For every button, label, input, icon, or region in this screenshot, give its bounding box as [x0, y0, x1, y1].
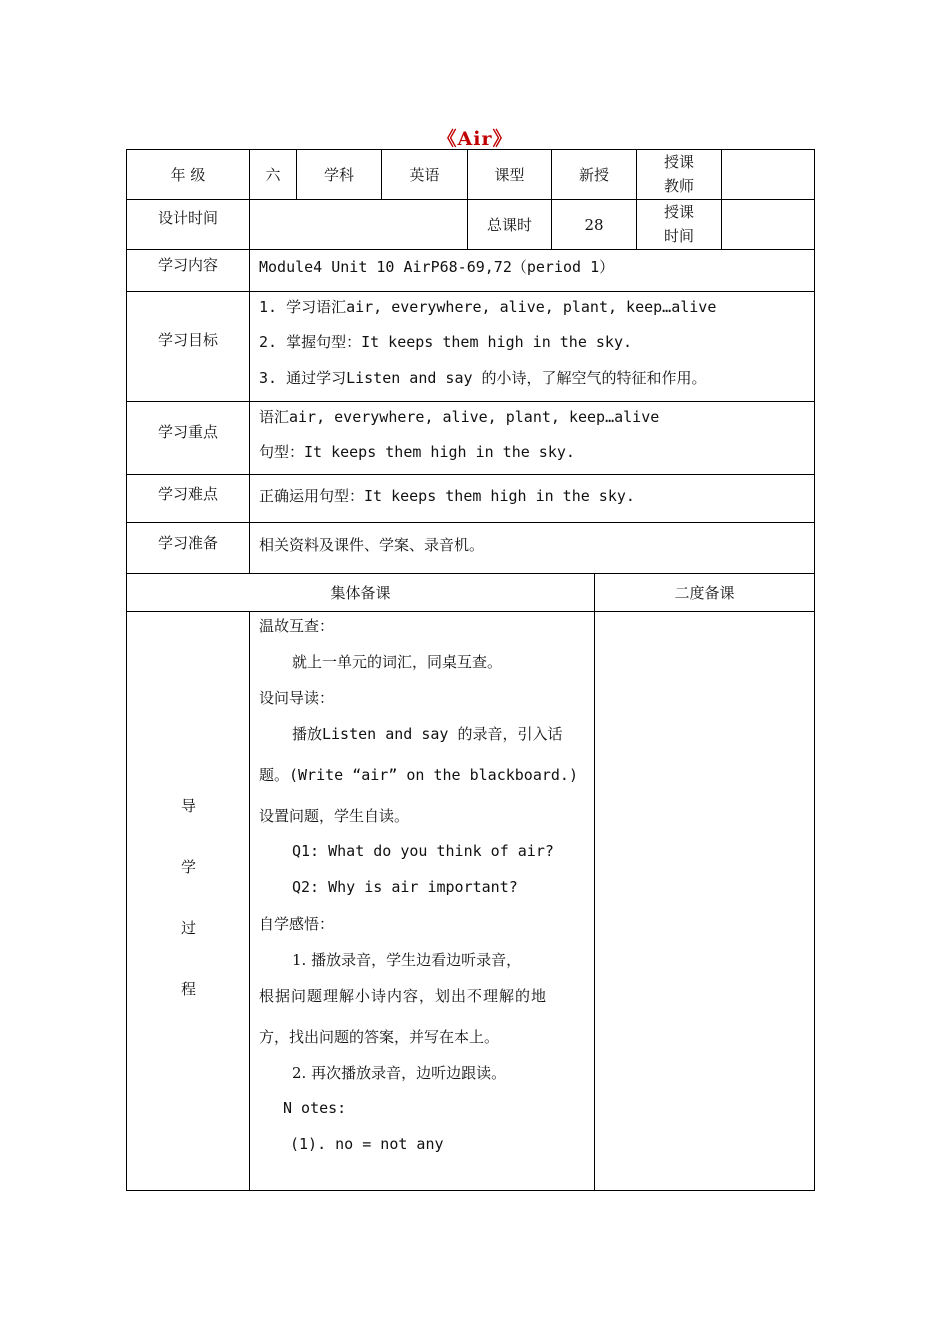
process-line: Q2: Why is air important? [292, 878, 518, 896]
teacher-label [637, 150, 721, 199]
lesson-type-label: 课型 [494, 165, 525, 184]
process-line: 1. 播放录音，学生边看边听录音， [292, 951, 522, 969]
process-line: 方，找出问题的答案，并写在本上。 [259, 1028, 500, 1046]
content-value: Module4 Unit 10 AirP68-69,72（period 1） [259, 258, 615, 276]
total-hours-label: 总课时 [486, 215, 532, 234]
key-point-item-1: 语汇air, everywhere, alive, plant, keep…alive [259, 408, 660, 426]
process-label-char-1: 导 [181, 797, 197, 815]
difficulties-label: 学习难点 [157, 485, 218, 503]
process-label-char-3: 过 [181, 919, 197, 937]
total-hours-value: 28 [584, 215, 604, 234]
content-label: 学习内容 [157, 256, 218, 274]
subject-label: 学科 [323, 165, 354, 184]
objective-item-2: 2. 掌握句型：It keeps them high in the sky. [259, 333, 633, 351]
process-line: 就上一单元的词汇，同桌互查。 [292, 653, 503, 671]
teach-time-label-line2: 时间 [663, 227, 694, 245]
document-title: 《Air》 [437, 128, 513, 150]
objective-item-3: 3. 通过学习Listen and say 的小诗，了解空气的特征和作用。 [259, 369, 707, 387]
objectives-label: 学习目标 [157, 331, 218, 349]
process-label-char-2: 学 [181, 858, 197, 876]
process-label-char-4: 程 [181, 980, 197, 998]
design-time-label: 设计时间 [157, 209, 218, 227]
process-line: (1). no = not any [290, 1135, 444, 1153]
process-line: 播放Listen and say 的录音，引入话 [292, 725, 563, 743]
teach-time-label [637, 200, 721, 249]
lesson-type-value: 新授 [578, 165, 609, 184]
objective-item-1: 1. 学习语汇air, everywhere, alive, plant, keep…alive [259, 298, 717, 316]
process-line: 题。(Write “air” on the blackboard.) [259, 766, 578, 784]
process-line: 设问导读： [259, 689, 335, 707]
difficulties-value: 正确运用句型：It keeps them high in the sky. [259, 487, 635, 505]
teacher-label-line2: 教师 [663, 177, 694, 195]
key-point-item-2: 句型：It keeps them high in the sky. [259, 443, 575, 461]
collective-prep-header: 集体备课 [330, 583, 391, 602]
grade-label: 年 级 [170, 165, 206, 184]
process-line: 根据问题理解小诗内容，划出不理解的地 [259, 987, 548, 1005]
grade-value: 六 [265, 165, 281, 184]
preparation-value: 相关资料及课件、学案、录音机。 [259, 536, 485, 554]
teacher-label-line1: 授课 [663, 153, 694, 171]
process-line: 温故互查： [259, 617, 335, 635]
teach-time-label-line1: 授课 [663, 203, 694, 221]
subject-value: 英语 [409, 165, 440, 184]
process-line: 自学感悟： [259, 915, 335, 933]
preparation-label: 学习准备 [157, 534, 218, 552]
process-line: Q1: What do you think of air? [292, 842, 554, 860]
process-line: 2. 再次播放录音，边听边跟读。 [292, 1064, 507, 1082]
process-line: 设置问题，学生自读。 [259, 807, 410, 825]
process-line: N otes: [283, 1099, 347, 1117]
key-points-label: 学习重点 [157, 423, 218, 441]
secondary-prep-header: 二度备课 [674, 583, 735, 602]
